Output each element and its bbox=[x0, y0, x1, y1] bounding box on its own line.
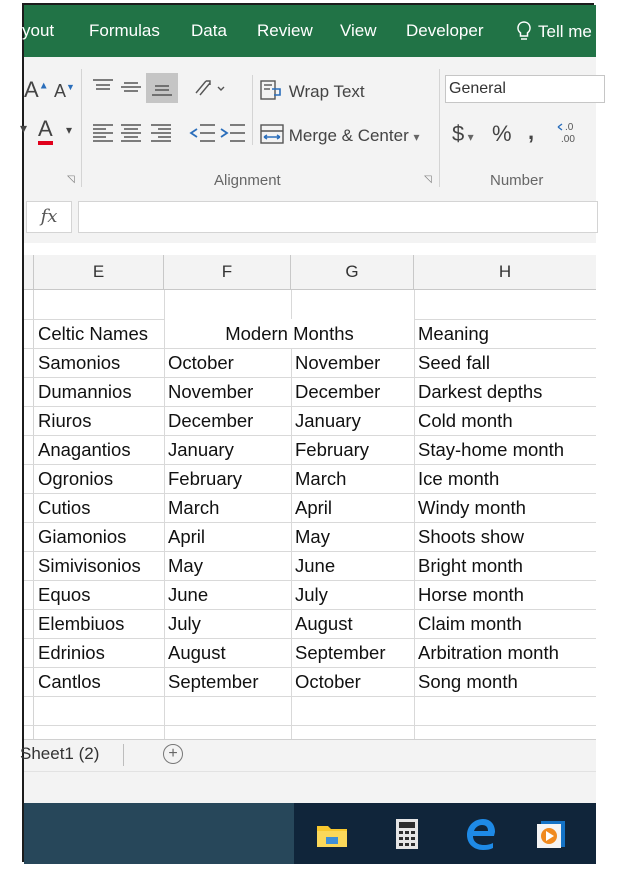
column-gridline bbox=[164, 290, 165, 739]
edge-icon[interactable] bbox=[464, 817, 498, 851]
increase-font-size-button[interactable]: A▲ bbox=[24, 77, 49, 102]
table-cell[interactable]: Cold month bbox=[418, 410, 513, 431]
header-cell-modern-months[interactable]: Modern Months bbox=[165, 319, 414, 348]
table-cell[interactable]: Seed fall bbox=[418, 352, 490, 373]
table-cell[interactable]: August bbox=[295, 613, 353, 634]
table-cell[interactable]: Edrinios bbox=[38, 642, 105, 663]
table-cell[interactable]: June bbox=[168, 584, 209, 605]
table-cell[interactable]: Bright month bbox=[418, 555, 523, 576]
top-align-icon[interactable] bbox=[92, 77, 114, 97]
table-cell[interactable]: August bbox=[168, 642, 226, 663]
table-cell[interactable]: Horse month bbox=[418, 584, 524, 605]
column-gridline bbox=[291, 290, 292, 739]
table-cell[interactable]: Simivisonios bbox=[38, 555, 141, 576]
table-cell[interactable]: October bbox=[295, 671, 361, 692]
number-group-label: Number bbox=[490, 172, 544, 189]
middle-align-icon[interactable] bbox=[120, 77, 142, 97]
table-cell[interactable]: Cutios bbox=[38, 497, 91, 518]
table-cell[interactable]: April bbox=[295, 497, 333, 518]
table-cell[interactable]: Ice month bbox=[418, 468, 500, 489]
tab-review[interactable]: Review bbox=[257, 21, 313, 40]
increase-indent-icon[interactable] bbox=[220, 123, 246, 143]
tab-formulas[interactable]: Formulas bbox=[89, 21, 160, 40]
column-gridline bbox=[414, 290, 415, 739]
table-cell[interactable]: Samonios bbox=[38, 352, 121, 373]
number-format-select[interactable]: General bbox=[445, 75, 605, 103]
dropdown-arrow-icon[interactable]: ▾ bbox=[20, 120, 28, 136]
increase-decimal-icon[interactable] bbox=[557, 119, 587, 145]
formula-bar bbox=[24, 193, 596, 243]
header-cell-celtic-names[interactable]: Celtic Names bbox=[38, 323, 148, 344]
group-divider bbox=[252, 75, 253, 145]
table-cell[interactable]: March bbox=[295, 468, 347, 489]
tab-data[interactable]: Data bbox=[191, 21, 227, 40]
alignment-dialog-launcher-icon[interactable]: ◹ bbox=[424, 174, 432, 185]
add-sheet-button[interactable]: + bbox=[163, 744, 183, 764]
decrease-indent-icon[interactable] bbox=[190, 123, 216, 143]
row-header-strip[interactable] bbox=[24, 290, 34, 739]
group-divider bbox=[81, 69, 82, 187]
table-cell[interactable]: May bbox=[295, 526, 330, 547]
tab-divider bbox=[123, 744, 124, 766]
percent-style-button[interactable]: % bbox=[492, 121, 512, 146]
table-cell[interactable]: December bbox=[295, 381, 381, 402]
tab-view[interactable]: View bbox=[340, 21, 377, 40]
table-cell[interactable]: June bbox=[295, 555, 336, 576]
tell-me-label: Tell me bbox=[538, 22, 592, 41]
status-bar bbox=[24, 771, 596, 804]
table-cell[interactable]: July bbox=[168, 613, 201, 634]
table-cell[interactable]: Dumannios bbox=[38, 381, 132, 402]
svg-text:.0: .0 bbox=[565, 122, 574, 133]
table-cell[interactable]: February bbox=[168, 468, 243, 489]
table-cell[interactable]: Claim month bbox=[418, 613, 522, 634]
alignment-group-label: Alignment bbox=[214, 172, 281, 189]
table-cell[interactable]: January bbox=[168, 439, 234, 460]
table-cell[interactable]: October bbox=[168, 352, 234, 373]
table-cell[interactable]: Stay-home month bbox=[418, 439, 565, 460]
chevron-down-icon[interactable]: ▾ bbox=[66, 123, 73, 137]
ribbon bbox=[20, 57, 596, 194]
svg-text:.00: .00 bbox=[561, 134, 575, 145]
table-cell[interactable]: January bbox=[295, 410, 361, 431]
table-cell[interactable]: Arbitration month bbox=[418, 642, 559, 663]
table-cell[interactable]: Darkest depths bbox=[418, 381, 543, 402]
table-cell[interactable]: Windy month bbox=[418, 497, 526, 518]
tab-page-layout[interactable]: yout bbox=[22, 21, 55, 40]
row-gridline bbox=[24, 725, 596, 726]
wrap-text-icon bbox=[260, 79, 284, 101]
table-cell[interactable]: April bbox=[168, 526, 206, 547]
table-cell[interactable]: Cantlos bbox=[38, 671, 101, 692]
table-cell[interactable]: Anagantios bbox=[38, 439, 131, 460]
table-cell[interactable]: Riuros bbox=[38, 410, 92, 431]
comma-style-button[interactable]: , bbox=[528, 119, 535, 144]
table-cell[interactable]: July bbox=[295, 584, 328, 605]
align-left-icon[interactable] bbox=[92, 123, 114, 143]
wrap-text-label: Wrap Text bbox=[288, 82, 365, 101]
column-header-f[interactable]: F bbox=[164, 255, 291, 290]
align-right-icon[interactable] bbox=[150, 123, 172, 143]
ribbon-tab-bar bbox=[24, 5, 596, 57]
table-cell[interactable]: Song month bbox=[418, 671, 518, 692]
table-cell[interactable]: Giamonios bbox=[38, 526, 127, 547]
table-cell[interactable]: November bbox=[295, 352, 381, 373]
merge-center-button[interactable] bbox=[260, 123, 420, 146]
group-divider bbox=[439, 69, 440, 187]
lightbulb-icon bbox=[516, 21, 532, 43]
bottom-align-button[interactable] bbox=[146, 73, 178, 103]
column-header-g[interactable]: G bbox=[291, 255, 414, 290]
row-gridline bbox=[24, 696, 596, 697]
worksheet-grid[interactable] bbox=[24, 243, 596, 739]
merge-center-label: Merge & Center bbox=[288, 126, 409, 145]
orientation-icon[interactable] bbox=[192, 77, 226, 99]
currency-format-button[interactable]: $ ▾ bbox=[452, 121, 474, 146]
select-all-corner[interactable] bbox=[24, 255, 34, 290]
wrap-text-button[interactable] bbox=[260, 79, 365, 102]
file-explorer-icon[interactable] bbox=[315, 817, 349, 851]
table-cell[interactable]: March bbox=[168, 497, 220, 518]
header-cell-meaning[interactable]: Meaning bbox=[418, 323, 489, 344]
bottom-align-icon bbox=[151, 78, 173, 98]
windows-taskbar bbox=[24, 803, 596, 864]
media-player-icon[interactable] bbox=[535, 817, 569, 851]
sheet-tab-bar bbox=[20, 739, 596, 772]
chevron-down-icon: ▾ bbox=[413, 130, 420, 144]
decrease-font-size-button[interactable]: A▼ bbox=[54, 81, 75, 101]
table-cell[interactable]: May bbox=[168, 555, 203, 576]
tab-developer[interactable]: Developer bbox=[406, 21, 484, 40]
font-color-button[interactable]: A bbox=[38, 117, 53, 145]
calculator-icon[interactable] bbox=[390, 817, 424, 851]
table-cell[interactable]: Shoots show bbox=[418, 526, 524, 547]
merge-center-icon bbox=[260, 123, 284, 145]
sheet-tab[interactable]: Sheet1 (2) bbox=[20, 744, 100, 763]
insert-function-icon[interactable]: fx bbox=[26, 201, 72, 233]
table-cell[interactable]: February bbox=[295, 439, 370, 460]
table-cell[interactable]: Elembiuos bbox=[38, 613, 125, 634]
font-dialog-launcher-icon[interactable]: ◹ bbox=[67, 174, 75, 185]
table-cell[interactable]: Ogronios bbox=[38, 468, 114, 489]
formula-input[interactable] bbox=[78, 201, 598, 233]
table-cell[interactable]: December bbox=[168, 410, 254, 431]
table-cell[interactable]: November bbox=[168, 381, 254, 402]
tell-me-box[interactable] bbox=[516, 21, 592, 43]
table-cell[interactable]: September bbox=[168, 671, 259, 692]
column-header-h[interactable]: H bbox=[414, 255, 596, 290]
column-header-e[interactable]: E bbox=[34, 255, 164, 290]
table-cell[interactable]: September bbox=[295, 642, 386, 663]
align-center-icon[interactable] bbox=[120, 123, 142, 143]
excel-window bbox=[22, 3, 594, 862]
table-cell[interactable]: Equos bbox=[38, 584, 91, 605]
